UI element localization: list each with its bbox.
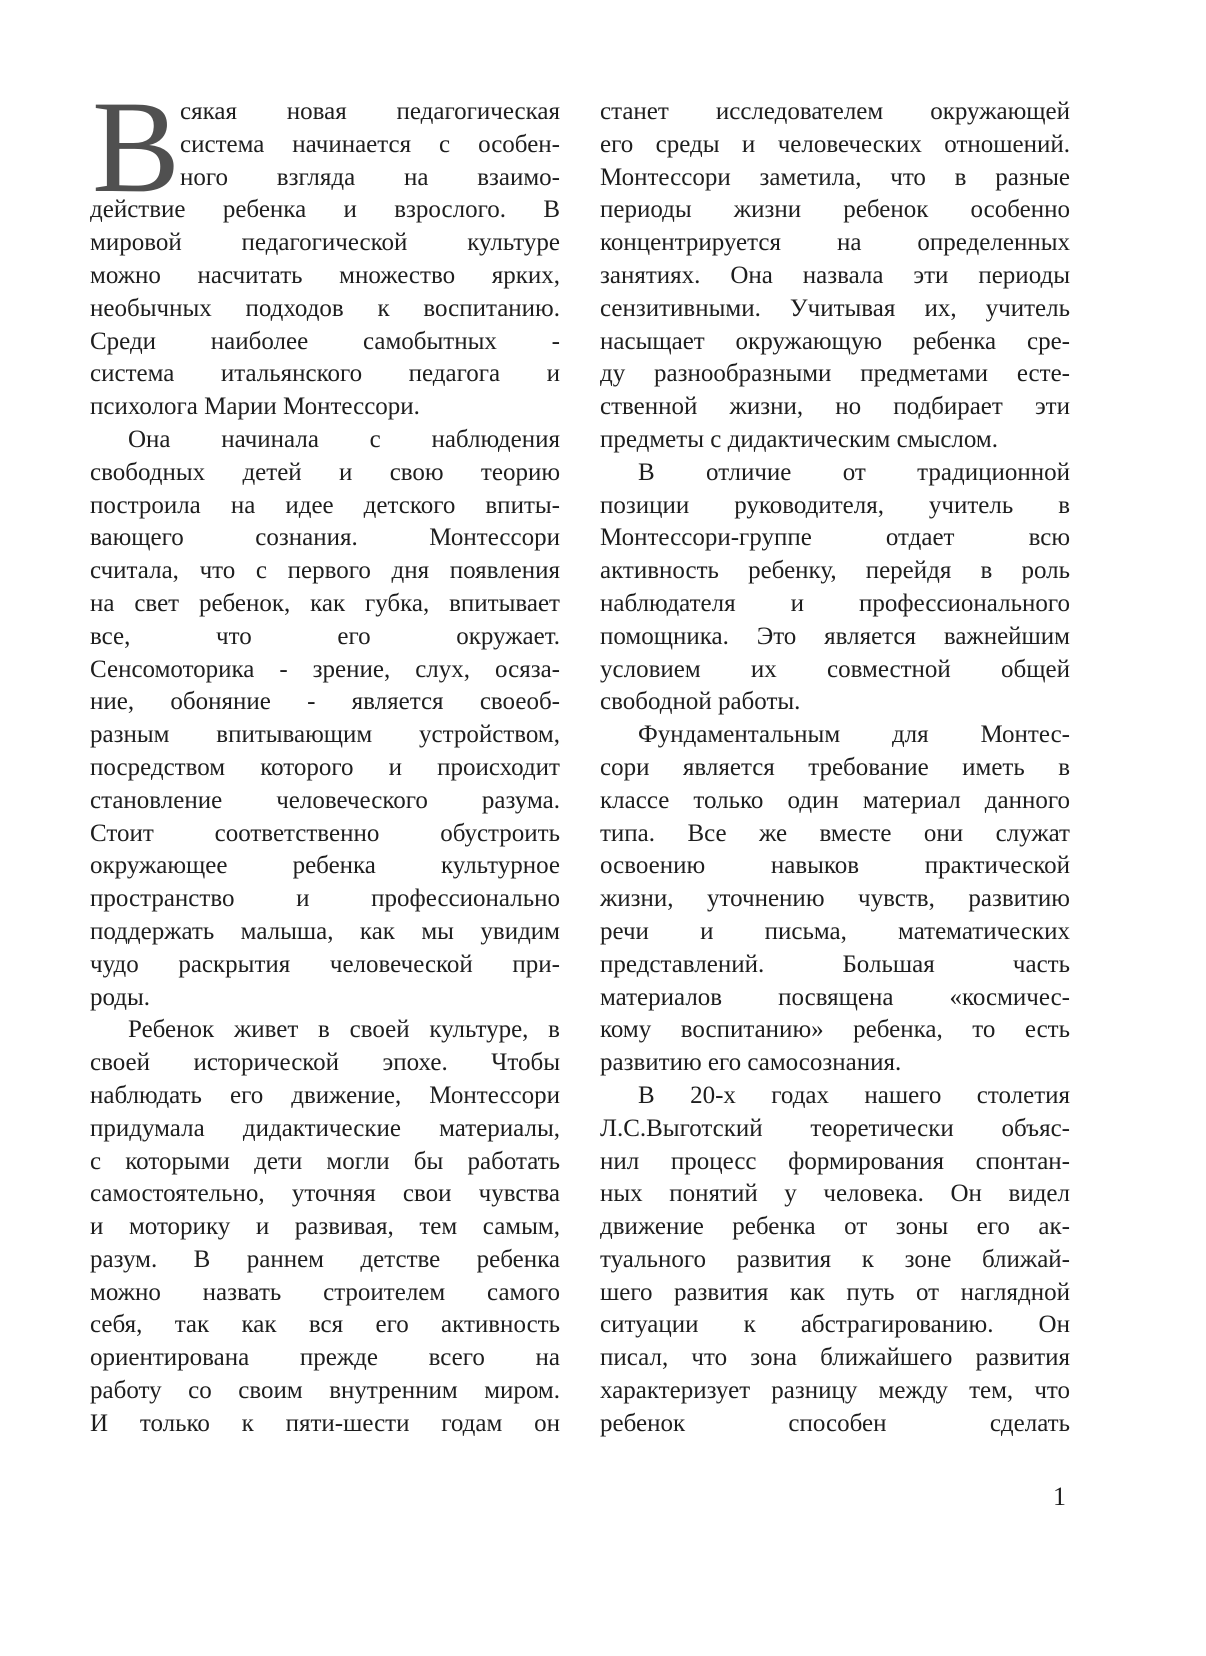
- text-line: Фундаментальным для Монтес-: [638, 721, 1070, 749]
- text-line: Л.С.Выготский теоретически объяс-: [600, 1114, 1070, 1142]
- text-line: считала, что с первого дня появления: [90, 557, 560, 585]
- text-line: система итальянского педагога и: [90, 360, 560, 388]
- text-line: и моторику и развивая, тем самым,: [90, 1213, 560, 1241]
- text-line: разным впитывающим устройством,: [90, 721, 560, 749]
- text-line: ситуации к абстрагированию. Он: [600, 1311, 1070, 1339]
- text-line: концентрируется на определенных: [600, 229, 1070, 257]
- text-line: ребенок способен сделать: [600, 1409, 1070, 1437]
- text-line: наблюдателя и профессионального: [600, 589, 1070, 617]
- text-line: поддержать малыша, как мы увидим: [90, 917, 560, 945]
- text-line: наблюдать его движение, Монтессори: [90, 1081, 560, 1109]
- text-line: движение ребенка от зоны его ак-: [600, 1213, 1070, 1241]
- text-line: его среды и человеческих отношений.: [600, 130, 1070, 158]
- text-line: писал, что зона ближайшего развития: [600, 1344, 1070, 1372]
- paragraph: [600, 457, 1070, 719]
- text-line: становление человеческого разума.: [90, 786, 560, 814]
- text-line: посредством которого и происходит: [90, 753, 560, 781]
- text-line: материалов посвящена «космичес-: [600, 983, 1070, 1011]
- text-line: жизни, уточнению чувств, развитию: [600, 885, 1070, 913]
- text-line: кому воспитанию» ребенка, то есть: [600, 1016, 1070, 1044]
- drop-cap: В: [92, 73, 181, 220]
- text-line: действие ребенка и взрослого. В: [90, 196, 560, 224]
- text-line: ние, обоняние - является своеоб-: [90, 688, 560, 716]
- text-line: помощника. Это является важнейшим: [600, 622, 1070, 650]
- text-line: чудо раскрытия человеческой при-: [90, 950, 560, 978]
- text-line: представлений. Большая часть: [600, 950, 1070, 978]
- text-line: самостоятельно, уточняя свои чувства: [90, 1180, 560, 1208]
- text-line: типа. Все же вместе они служат: [600, 819, 1070, 847]
- text-line: станет исследователем окружающей: [600, 98, 1070, 125]
- text-line: занятиях. Она назвала эти периоды: [600, 261, 1070, 289]
- text-line: система начинается с особен-: [180, 130, 560, 158]
- text-line: с которыми дети могли бы работать: [90, 1147, 560, 1175]
- text-line: В отличие от традиционной: [638, 458, 1070, 486]
- text-line: сензитивными. Учитывая их, учитель: [600, 294, 1070, 322]
- text-line: на свет ребенок, как губка, впитывает: [90, 589, 560, 617]
- paragraph: [90, 424, 560, 1014]
- text-line: активность ребенку, перейдя в роль: [600, 557, 1070, 585]
- text-line: нил процесс формирования спонтан-: [600, 1147, 1070, 1175]
- text-line: сякая новая педагогическая: [180, 98, 560, 125]
- text-line: сори является требование иметь в: [600, 753, 1070, 781]
- text-line: Монтессори-группе отдает всю: [600, 524, 1070, 552]
- paragraph: [600, 719, 1070, 1080]
- text-line: Стоит соответственно обустроить: [90, 819, 560, 847]
- text-line: развитию его самосознания.: [600, 1049, 902, 1077]
- text-line: ных понятий у человека. Он видел: [600, 1180, 1070, 1208]
- text-line: туального развития к зоне ближай-: [600, 1245, 1070, 1273]
- text-line: характеризует разницу между тем, что: [600, 1377, 1070, 1405]
- text-line: себя, так как вся его активность: [90, 1311, 560, 1339]
- text-line: необычных подходов к воспитанию.: [90, 294, 560, 322]
- text-line: своей исторической эпохе. Чтобы: [90, 1049, 560, 1077]
- text-line: условием их совместной общей: [600, 655, 1070, 683]
- text-line: освоению навыков практической: [600, 852, 1070, 880]
- text-line: можно насчитать множество ярких,: [90, 261, 560, 289]
- text-line: классе только один материал данного: [600, 786, 1070, 814]
- text-line: разум. В раннем детстве ребенка: [90, 1245, 560, 1273]
- text-line: позиции руководителя, учитель в: [600, 491, 1070, 519]
- text-line: предметы с дидактическим смыслом.: [600, 425, 998, 453]
- text-line: И только к пяти-шести годам он: [90, 1409, 560, 1437]
- text-line: свободной работы.: [600, 688, 801, 716]
- text-line: периоды жизни ребенок особенно: [600, 196, 1070, 224]
- right-column: [600, 96, 1070, 1441]
- page-number: 1: [1053, 1482, 1066, 1511]
- text-line: окружающее ребенка культурное: [90, 852, 560, 880]
- text-line: ду разнообразными предметами есте-: [600, 360, 1070, 388]
- text-line: Ребенок живет в своей культуре, в: [128, 1016, 560, 1044]
- text-line: ного взгляда на взаимо-: [180, 163, 560, 191]
- left-column: [90, 73, 560, 1441]
- text-line: психолога Марии Монтессори.: [90, 393, 420, 421]
- text-line: все, что его окружает.: [90, 622, 560, 650]
- paragraph: [600, 96, 1070, 457]
- text-line: работу со своим внутренним миром.: [90, 1377, 560, 1405]
- text-line: ственной жизни, но подбирает эти: [600, 393, 1070, 421]
- text-line: шего развития как путь от наглядной: [600, 1278, 1070, 1306]
- text-line: построила на идее детского впиты-: [90, 491, 560, 519]
- text-line: мировой педагогической культуре: [90, 229, 560, 257]
- text-line: можно назвать строителем самого: [90, 1278, 560, 1306]
- text-line: Среди наиболее самобытных -: [90, 327, 560, 355]
- text-line: Она начинала с наблюдения: [128, 425, 560, 453]
- text-line: насыщает окружающую ребенка сре-: [600, 327, 1070, 355]
- text-line: В 20-х годах нашего столетия: [638, 1081, 1070, 1109]
- text-line: Монтессори заметила, что в разные: [600, 163, 1070, 191]
- text-line: свободных детей и свою теорию: [90, 458, 560, 486]
- text-line: вающего сознания. Монтессори: [90, 524, 560, 552]
- text-line: Сенсомоторика - зрение, слух, осяза-: [90, 655, 560, 683]
- text-line: речи и письма, математических: [600, 917, 1070, 945]
- paragraph: [600, 1080, 1070, 1441]
- text-line: придумала дидактические материалы,: [90, 1114, 560, 1142]
- text-line: пространство и профессионально: [90, 885, 560, 913]
- paragraph: [90, 1014, 560, 1440]
- text-line: роды.: [90, 983, 151, 1011]
- text-line: ориентирована прежде всего на: [90, 1344, 560, 1372]
